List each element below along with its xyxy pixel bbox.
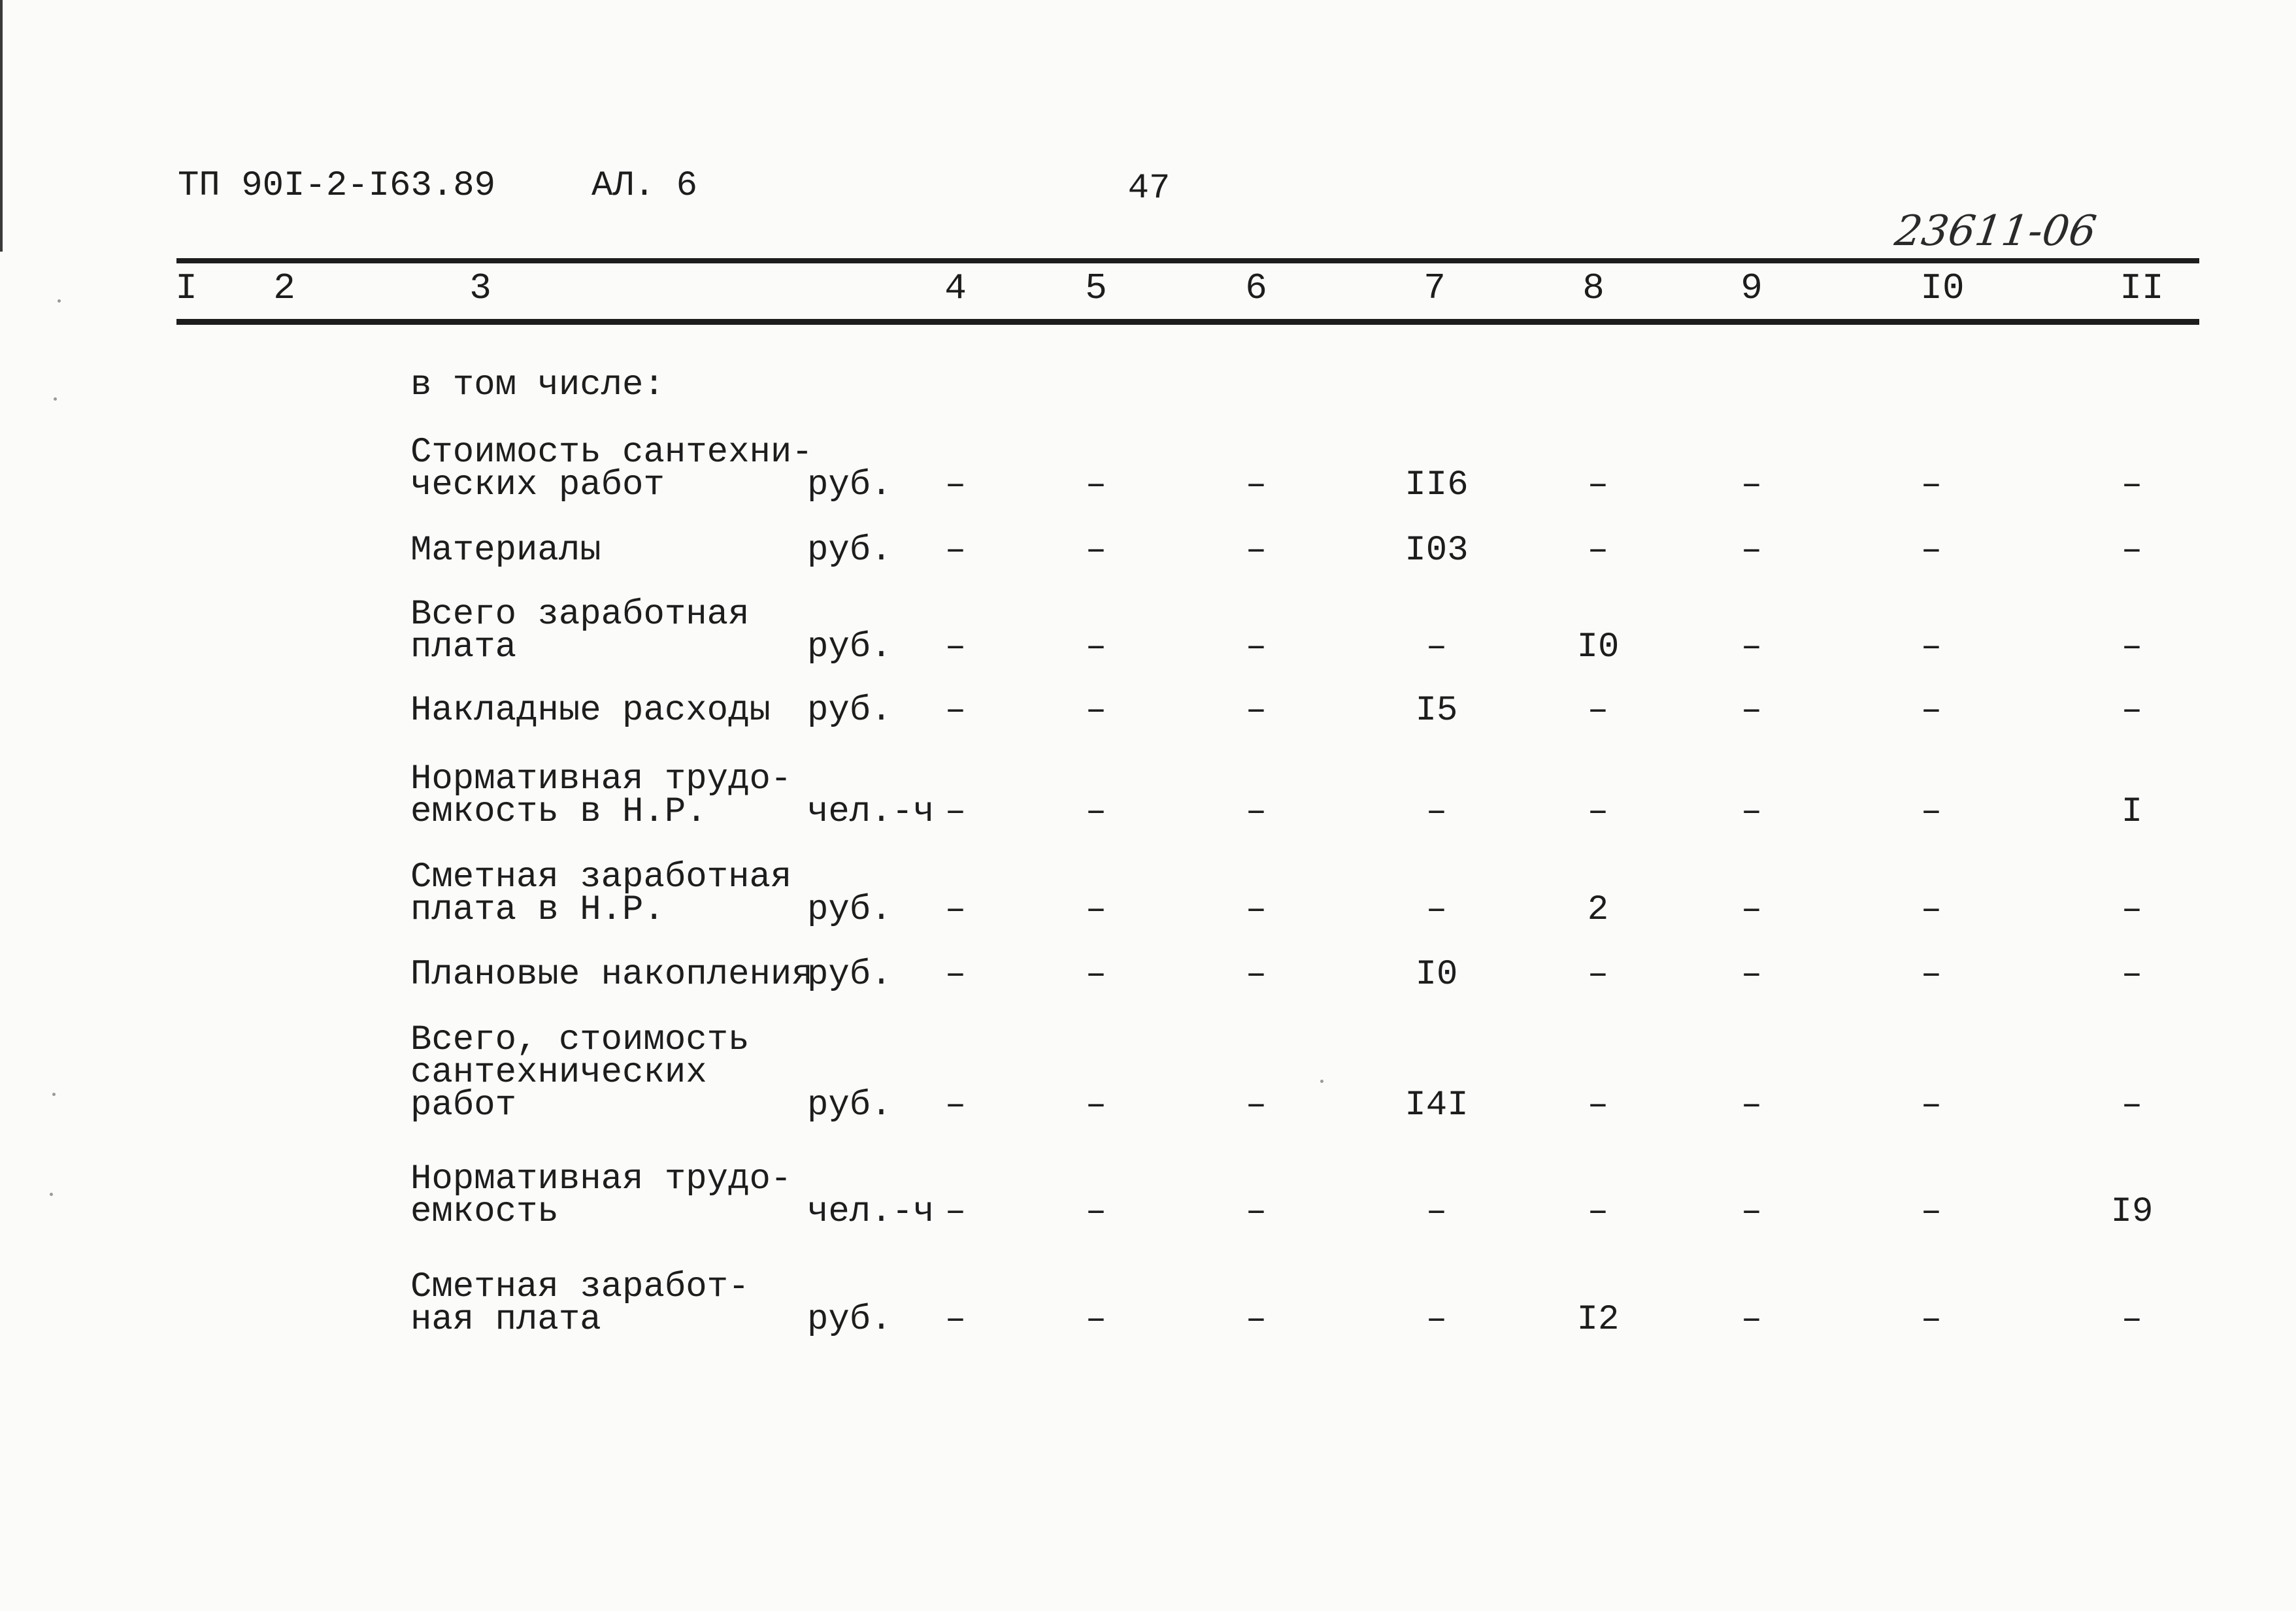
cell-value: – — [1740, 890, 1763, 930]
cell-value: – — [1740, 691, 1763, 731]
cell-value: – — [1587, 691, 1609, 731]
row-unit: руб. — [807, 1086, 892, 1125]
row-unit: чел.-ч — [807, 1192, 935, 1232]
cell-value: – — [944, 1192, 967, 1232]
cell-value: – — [1740, 465, 1763, 505]
cell-value: – — [1740, 627, 1763, 667]
cell-value: – — [1920, 691, 1942, 731]
cell-value: I5 — [1415, 691, 1458, 731]
cell-value: – — [2121, 465, 2143, 505]
row-label: Всего, стоимость сантехнических работ — [410, 1020, 750, 1125]
cell-value: – — [2121, 691, 2143, 731]
row-unit: руб. — [807, 890, 892, 930]
cell-value: – — [2121, 890, 2143, 930]
cell-value: – — [944, 691, 967, 731]
cell-value: – — [1425, 627, 1448, 667]
cell-value: – — [1425, 792, 1448, 832]
cell-value: – — [1085, 531, 1107, 571]
cell-value: – — [1740, 1192, 1763, 1232]
cell-value: – — [1740, 1300, 1763, 1340]
cell-value: I03 — [1405, 531, 1469, 571]
cell-value: I4I — [1405, 1086, 1469, 1125]
cell-value: – — [1245, 1300, 1267, 1340]
row-label: Сметная заработ- ная плата — [410, 1267, 750, 1340]
row-label: Сметная заработная плата в Н.Р. — [410, 857, 792, 930]
row-unit: руб. — [807, 627, 892, 667]
column-number-7: 7 — [1423, 267, 1446, 309]
cell-value: – — [2121, 531, 2143, 571]
cell-value: – — [2121, 955, 2143, 995]
cell-value: – — [1740, 955, 1763, 995]
row-unit: руб. — [807, 691, 892, 731]
scan-speck — [50, 1193, 53, 1196]
cell-value: – — [2121, 1086, 2143, 1125]
cell-value: – — [1245, 627, 1267, 667]
cell-value: – — [1920, 531, 1942, 571]
cell-value: – — [1740, 1086, 1763, 1125]
row-label: Стоимость сантехни- ческих работ — [410, 433, 813, 505]
cell-value: – — [1085, 792, 1107, 832]
cell-value: – — [1085, 627, 1107, 667]
cell-value: – — [1920, 792, 1942, 832]
cell-value: – — [944, 465, 967, 505]
cell-value: I9 — [2110, 1192, 2154, 1232]
table-top-rule — [176, 258, 2199, 263]
cell-value: – — [1587, 531, 1609, 571]
column-number-5: 5 — [1085, 267, 1107, 309]
column-number-3: 3 — [469, 267, 491, 309]
table-header-rule — [176, 319, 2199, 325]
cell-value: – — [2121, 1300, 2143, 1340]
cell-value: 2 — [1587, 890, 1609, 930]
cell-value: – — [1920, 1192, 1942, 1232]
cell-value: – — [1920, 955, 1942, 995]
cell-value: I0 — [1576, 627, 1620, 667]
cell-value: – — [1245, 465, 1267, 505]
cell-value: I0 — [1415, 955, 1458, 995]
cell-value: – — [1587, 1192, 1609, 1232]
cell-value: – — [1920, 890, 1942, 930]
inventory-stamp-number: 23611-06 — [1891, 207, 2099, 256]
cell-value: – — [1425, 1192, 1448, 1232]
page-number: 47 — [1127, 169, 1171, 208]
cell-value: – — [1245, 691, 1267, 731]
scan-speck — [52, 1093, 56, 1096]
row-label: Нормативная трудо- емкость в Н.Р. — [410, 759, 792, 832]
cell-value: – — [1920, 1300, 1942, 1340]
section-title: в том числе: — [410, 365, 665, 405]
cell-value: – — [1587, 792, 1609, 832]
cell-value: – — [1587, 465, 1609, 505]
cell-value: – — [944, 627, 967, 667]
cell-value: – — [1085, 1300, 1107, 1340]
row-unit: чел.-ч — [807, 792, 935, 832]
cell-value: – — [1245, 792, 1267, 832]
cell-value: – — [1085, 890, 1107, 930]
column-number-10: I0 — [1920, 267, 1965, 309]
scan-speck — [58, 299, 61, 303]
cell-value: – — [944, 792, 967, 832]
sheet-label: АЛ. 6 — [591, 166, 698, 206]
column-number-2: 2 — [273, 267, 295, 309]
cell-value: – — [944, 955, 967, 995]
cell-value: – — [1425, 1300, 1448, 1340]
cell-value: – — [1085, 465, 1107, 505]
column-number-4: 4 — [944, 267, 967, 309]
row-unit: руб. — [807, 465, 892, 505]
cell-value: – — [1085, 955, 1107, 995]
cell-value: – — [1245, 955, 1267, 995]
document-code: ТП 90I-2-I63.89 — [178, 166, 496, 206]
cell-value: – — [2121, 627, 2143, 667]
column-number-11: II — [2120, 267, 2164, 309]
cell-value: I — [2121, 792, 2143, 832]
cell-value: – — [1085, 1086, 1107, 1125]
cell-value: – — [944, 1086, 967, 1125]
row-label: Материалы — [410, 531, 601, 571]
column-number-8: 8 — [1582, 267, 1605, 309]
cell-value: – — [1920, 627, 1942, 667]
row-label: Накладные расходы — [410, 691, 771, 731]
cell-value: – — [1245, 1086, 1267, 1125]
cell-value: – — [1245, 1192, 1267, 1232]
cell-value: I2 — [1576, 1300, 1620, 1340]
row-label: Всего заработная плата — [410, 595, 750, 667]
row-unit: руб. — [807, 531, 892, 571]
column-number-6: 6 — [1245, 267, 1267, 309]
cell-value: – — [1425, 890, 1448, 930]
row-label: Плановые накопления — [410, 955, 813, 995]
column-number-9: 9 — [1740, 267, 1763, 309]
cell-value: – — [1085, 1192, 1107, 1232]
cell-value: – — [944, 890, 967, 930]
cell-value: – — [1085, 691, 1107, 731]
cell-value: – — [1587, 1086, 1609, 1125]
cell-value: – — [1740, 792, 1763, 832]
scan-edge — [0, 0, 3, 252]
cell-value: – — [1245, 890, 1267, 930]
cell-value: – — [944, 531, 967, 571]
scan-speck — [54, 397, 57, 401]
cell-value: – — [1920, 465, 1942, 505]
cell-value: – — [944, 1300, 967, 1340]
cell-value: – — [1740, 531, 1763, 571]
row-unit: руб. — [807, 1300, 892, 1340]
cell-value: II6 — [1405, 465, 1469, 505]
scan-speck — [1320, 1080, 1323, 1083]
cell-value: – — [1587, 955, 1609, 995]
row-unit: руб. — [807, 955, 892, 995]
column-number-1: I — [175, 267, 197, 309]
cell-value: – — [1920, 1086, 1942, 1125]
cell-value: – — [1245, 531, 1267, 571]
row-label: Нормативная трудо- емкость — [410, 1159, 792, 1232]
